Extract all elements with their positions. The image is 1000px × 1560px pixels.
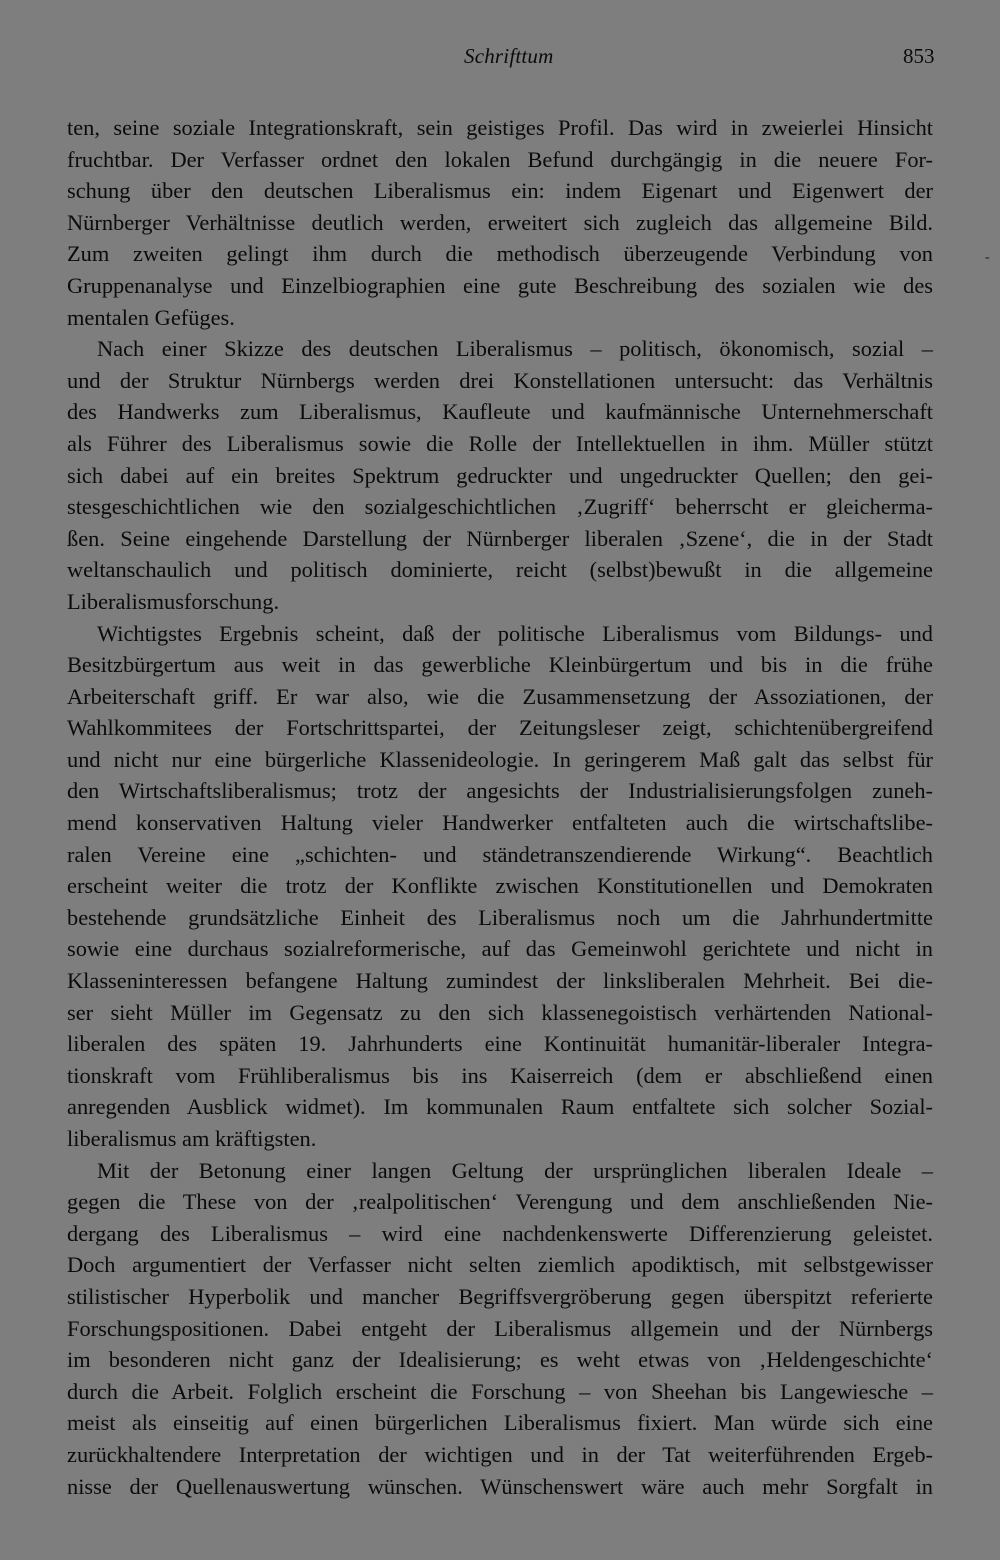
text-line: den Wirtschaftsliberalismus; trotz der angesichts der Industrialisierungsfolgen zuneh-: [67, 778, 933, 804]
text-line: Liberalismusforschung.: [67, 588, 280, 614]
text-line: ten, seine soziale Integrationskraft, sein geistiges Profil. Das wird in zweierlei Hinsicht: [67, 115, 933, 140]
text-line: Arbeiterschaft griff. Er war also, wie die Zusammensetzung der Assoziationen, der: [67, 683, 933, 709]
text-line: als Führer des Liberalismus sowie die Rolle der Intellektuellen in ihm. Müller stützt: [67, 430, 933, 456]
text-line: durch die Arbeit. Folglich erscheint die Forschung – von Sheehan bis Langewiesche –: [67, 1378, 933, 1404]
text-line: ser sieht Müller im Gegensatz zu den sich klassenegoistisch verhärtenden National-: [67, 999, 933, 1025]
text-line: meist als einseitig auf einen bürgerlichen Liberalismus fixiert. Man würde sich eine: [67, 1410, 933, 1436]
text-line: Klasseninteressen befangene Haltung zumindest der linksliberalen Mehrheit. Bei die-: [67, 968, 933, 994]
running-title: Schrifttum: [464, 44, 554, 68]
text-line: stesgeschichtlichen wie den sozialgeschichtlichen ‚Zugriff‘ beherrscht er gleicherma-: [67, 494, 933, 520]
text-line: schung über den deutschen Liberalismus ein: indem Eigenart und Eigenwert der: [67, 178, 933, 204]
text-line: ßen. Seine eingehende Darstellung der Nürnberger liberalen ‚Szene‘, die in der Stadt: [67, 525, 933, 551]
text-line: ralen Vereine eine „schichten- und ständetranszendierende Wirkung“. Beachtlich: [67, 841, 933, 867]
text-line: des Handwerks zum Liberalismus, Kaufleute und kaufmännische Unternehmerschaft: [67, 399, 933, 425]
text-line: Gruppenanalyse und Einzelbiographien eine gute Beschreibung des sozialen wie des: [67, 272, 933, 298]
text-line: bestehende grundsätzliche Einheit des Liberalismus noch um die Jahrhundertmitte: [67, 904, 933, 930]
text-line: Zum zweiten gelingt ihm durch die methodisch überzeugende Verbindung von: [67, 241, 933, 267]
body-text: [67, 112, 933, 1502]
text-line: erscheint weiter die trotz der Konflikte zwischen Konstitutionellen und Demokraten: [67, 873, 933, 899]
text-line: im besonderen nicht ganz der Idealisierung; es weht etwas von ‚Heldengeschichte‘: [67, 1347, 933, 1373]
text-line: zurückhaltendere Interpretation der wichtigen und in der Tat weiterführenden Ergeb-: [67, 1441, 933, 1467]
text-line: liberalismus am kräftigsten.: [67, 1126, 317, 1151]
text-line: fruchtbar. Der Verfasser ordnet den lokalen Befund durchgängig in die neuere For-: [67, 146, 933, 172]
text-line: Wichtigstes Ergebnis scheint, daß der politische Liberalismus vom Bildungs- und: [97, 620, 933, 646]
text-line: anregenden Ausblick widmet). Im kommunalen Raum entfaltete sich solcher Sozial-: [67, 1094, 933, 1120]
page-number: 853: [903, 44, 935, 68]
text-line: und der Struktur Nürnbergs werden drei Konstellationen untersucht: das Verhältnis: [67, 367, 933, 393]
text-line: Mit der Betonung einer langen Geltung der ursprünglichen liberalen Ideale –: [97, 1157, 933, 1183]
text-line: gegen die These von der ‚realpolitischen‘ Verengung und dem anschließenden Nie-: [67, 1189, 933, 1215]
text-line: Forschungspositionen. Dabei entgeht der Liberalismus allgemein und der Nürnbergs: [67, 1315, 933, 1341]
text-line: Besitzbürgertum aus weit in das gewerbliche Kleinbürgertum und bis in die frühe: [67, 652, 933, 678]
text-line: Doch argumentiert der Verfasser nicht selten ziemlich apodiktisch, mit selbstgewisser: [67, 1252, 933, 1278]
text-line: stilistischer Hyperbolik und mancher Begriffsvergröberung gegen überspitzt referierte: [67, 1283, 933, 1309]
text-line: sich dabei auf ein breites Spektrum gedruckter und ungedruckter Quellen; den gei-: [67, 462, 933, 488]
text-line: mend konservativen Haltung vieler Handwerker entfalteten auch die wirtschaftslibe-: [67, 810, 933, 836]
text-line: und nicht nur eine bürgerliche Klassenideologie. In geringerem Maß galt das selbst für: [67, 746, 933, 772]
running-head: [0, 44, 1000, 78]
text-line: nisse der Quellenauswertung wünschen. Wünschenswert wäre auch mehr Sorgfalt in: [67, 1473, 933, 1499]
text-line: Wahlkommitees der Fortschrittspartei, der Zeitungsleser zeigt, schichtenübergreifend: [67, 715, 933, 741]
text-line: sowie eine durchaus sozialreformerische, auf das Gemeinwohl gerichtete und nicht in: [67, 936, 933, 962]
text-line: Nach einer Skizze des deutschen Liberalismus – politisch, ökonomisch, sozial –: [97, 336, 933, 362]
text-line: tionskraft vom Frühliberalismus bis ins Kaiserreich (dem er abschließend einen: [67, 1062, 933, 1088]
margin-mark: -: [985, 250, 990, 265]
text-line: liberalen des späten 19. Jahrhunderts eine Kontinuität humanitär-liberaler Integra-: [67, 1031, 933, 1057]
text-line: Nürnberger Verhältnisse deutlich werden, erweitert sich zugleich das allgemeine Bild.: [67, 209, 933, 235]
text-line: weltanschaulich und politisch dominierte, reicht (selbst)bewußt in die allgemeine: [67, 557, 933, 583]
text-line: mentalen Gefüges.: [67, 304, 235, 330]
text-line: dergang des Liberalismus – wird eine nachdenkenswerte Differenzierung geleistet.: [67, 1220, 933, 1246]
